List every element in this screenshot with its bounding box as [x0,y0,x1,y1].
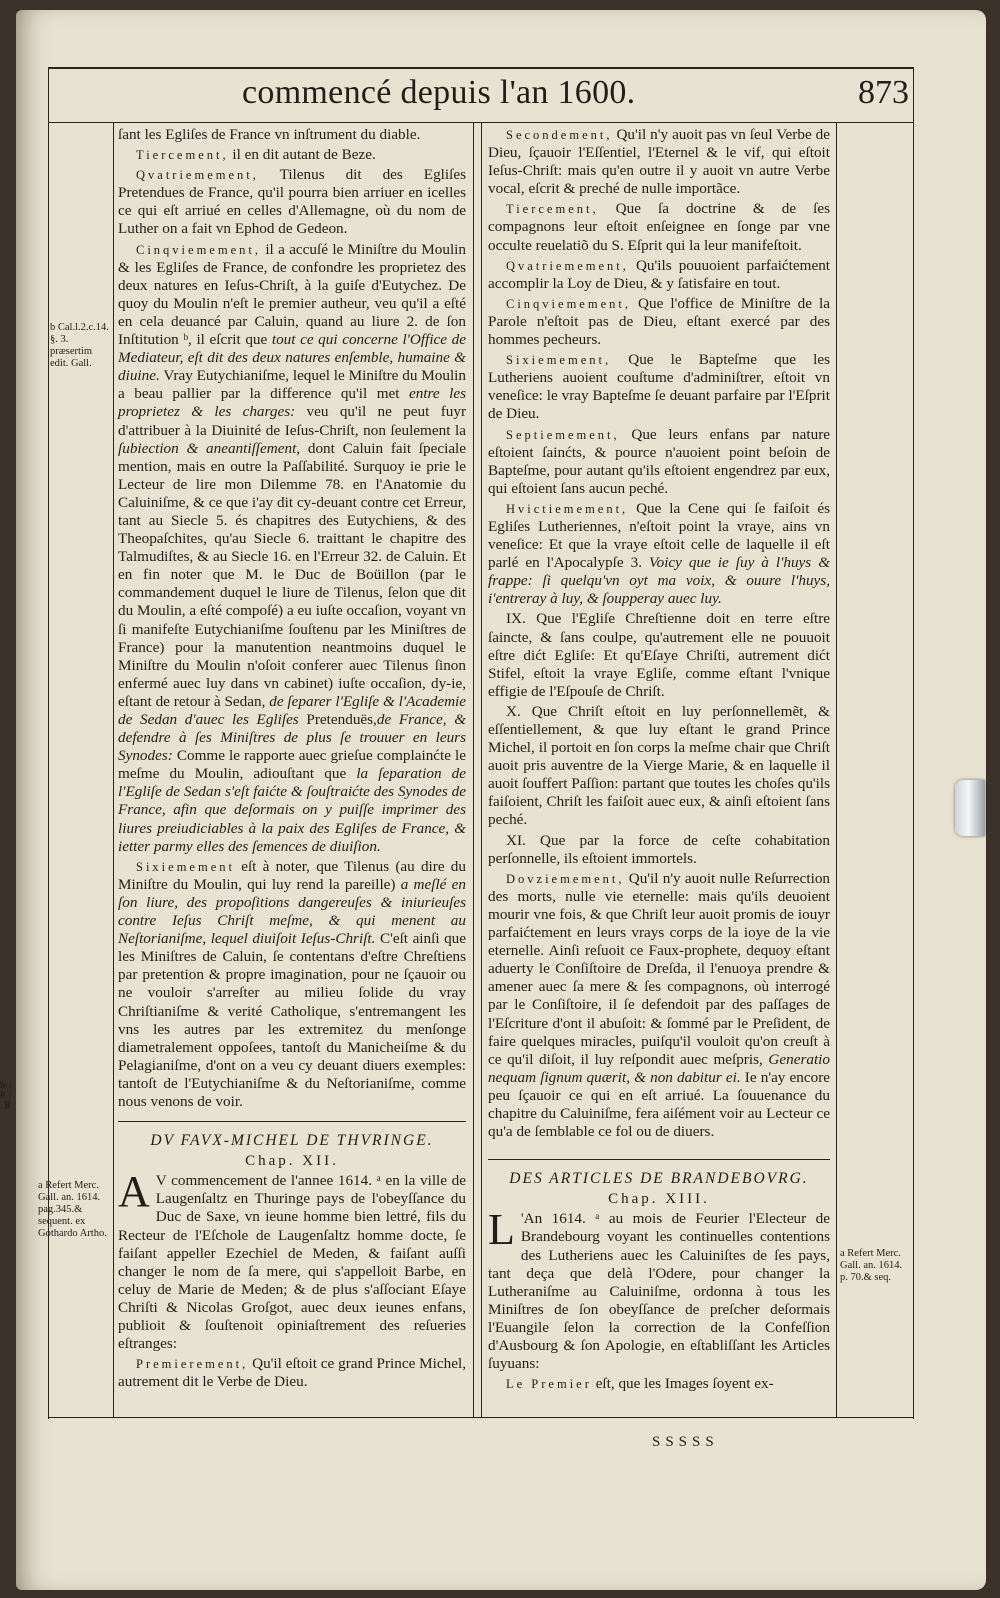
drop-cap: L [488,1205,515,1255]
paragraph: A V commencement de l'annee 1614. ᵃ en la ville de Laugenſaltz en Thuringe pays de l'obeyſſance du Duc de Saxe, vn ieune homme bien lettré, fils du Recteur de l'Eſchole de Laugenſaltz homme docte, ſe faiſant appeller Ezechiel de Meden, & faiſant auſſi changer le nom de ſa mere, qui s'appelloit Barbe, en celuy de Marie de Meden; & de plus s'aſſociant Eſaye Chriſti & Nicolas Groſgot, auec deux ieunes enfans, publioit & ſouſtenoit opiniaſtrement des reſueries eſtranges: [118,1167,466,1353]
section-rule [488,1159,830,1160]
margin-note-b: b Cal.l.2.c.14. §. 3. præsertim edit. Gall. [50,322,109,369]
column-rule-1 [473,123,474,1417]
section-rule [118,1121,466,1122]
paragraph: Sixiemement, Que le Bapteſme que les Lutheriens auoient couſtume d'adminiſtrer, eſtoit vn veneſice: le vray Bapteſme ſe deuant parfaire par l'Eſprit de Dieu. [488,351,831,423]
paragraph: Cinqviemement, il a accuſé le Miniſtre du Moulin & les Egliſes de France, de confondre les proprietez des deux natures en Ieſus-Chriſt, à la guiſe d'Eutychez. De quoy du Moulin n'eſt le premier autheur, veu qu'il a eſté en cela deuancé par Caluin, quand au liure 2. de ſon Inſtitution ᵇ, il eſcrit que tout ce qui concerne l'Office de Mediateur, eſt dit des deux natures enſemble, humaine & diuine. Vray Eutychianiſme, lequel le Miniſtre du Moulin a beau pallier par la difference qu'il met entre les proprietez & les charges: veu qu'il ne peut fuyr d'attribuer à la Diuinité de Ieſus-Chriſt, non ſeulement la ſubiection & aneantiſſement, dont Caluin fait ſpeciale mention, mais en outre la Paſſabilité. Surquoy ie prie le Lecteur de lire mon Dilemme 78. en l'Anatomie du Caluiniſme, & ce que i'ay dit cy-deuant contre cet Erreur, tant au Siecle 5. és chapitres des Eutychiens, & des Theopaſchites, qu'au Siecle 6. traittant le chapitre des Talmudiſtes, & au Siecle 16. en l'Erreur 32. de Caluin. Et en fin noter que M. le Duc de Boüillon (par le commandement duquel le liure de Tilenus, ſelon que dit du Moulin, a eſté compoſé) a eu iuſte occaſion, voyant vn ſi manifeſte Eutychianiſme ſouſtenu par les Miniſtres de France) pour la manutention neantmoins duquel le Miniſtre du Moulin n'oſoit conferer auec Tilenus ſinon enfermé auec luy dans vn cabinet) iuſte occaſion, dy-ie, eſtant de retour à Sedan, de ſeparer l'Egliſe & l'Academie de Sedan d'auec les Egliſes Pretenduës,de France, & defendre à ſes Miniſtres de plus ſe trouuer en leurs Synodes: Comme le rapporte auec grieſue complainćte le meſme du Moulin, adiouſtant que la ſeparation de l'Egliſe de Sedan s'eſt faićte & ſouſtraićte des Synodes de France, afin que deſormais on y puiſſe imprimer des liures preiudiciables à la paix des Egliſes de France, & ietter parmy elles des ſemences de diuiſion. [118,240,467,855]
adjacent-page-fragment: fe | P. | . B [0,1080,12,1110]
bottom-rule [48,1417,914,1418]
chapter-number: Chap. XII. [245,1153,339,1170]
right-column [488,126,830,1395]
paragraph: IX. Que l'Egliſe Chreſtienne doit en terre eſtre ſaincte, & ſans coulpe, qu'autrement elle ne pouuoit eſtre dićt Egliſe: Et qu'Eſaye Chriſti, autrement dićt Stifel, eſtoit la vraye Egliſe, comme eſtant l'vnique effigie de l'Eſpouſe de Chriſt. [488,610,830,700]
paragraph: Sixiemement eſt à noter, que Tilenus (au dire du Miniſtre du Moulin, qui luy rend la pareille) a meſlé en ſon liure, des propoſitions dangereuſes & iniurieuſes contre Ieſus Chriſt meſme, & qui menent au Neſtorianiſme, lequel diuiſoit Ieſus-Chriſt. C'eſt ainſi que les Miniſtres de Caluin, ſe contentans d'eſtre Chreſtiens par pretention & propre imagination, pour ne ſçauoir ou ne vouloir s'arreſter au milieu ſolide du vray Chriſtianiſme & verité Catholique, s'entremangent les vns les autres par les extremitez du menſonge diametralement oppoſees, tantoſt du Manicheiſme & du Pelagianiſme, d'ont on a veu cy deuant diuers exemples: tantoſt de l'Eutychianiſme & du Neſtorianiſme, comme nous venons de voir. [118,857,467,1110]
paragraph: Cinqviemement, Que l'office de Miniſtre de la Parole n'eſtoit pas de Dieu, eſtant exercé par des hommes pecheurs. [488,294,830,349]
metal-clip [955,780,985,836]
chapter-title: DV FAVX-MICHEL DE THVRINGE. [150,1132,434,1150]
margin-note-a-left: a Refert Merc. Gall. an. 1614. pag.345.& sequent. ex Gothardo Artho. [38,1180,107,1239]
top-rule [48,67,914,69]
paragraph: Premierement, Qu'il eſtoit ce grand Prince Michel, autrement dit le Verbe de Dieu. [118,1355,466,1391]
margin-rule-left [113,123,114,1417]
paragraph: ſant les Egliſes de France vn inſtrument du diable. [118,126,421,143]
paragraph: Secondement, Qu'il n'y auoit pas vn ſeul Verbe de Dieu, ſçauoir l'Eſſentiel, l'Eternel & le vif, qui eſtoit Ieſus-Chriſt: mais qu'en outre il y auoit vn autre Verbe vocal, eſcrit & preché de nulle importãce. [488,126,831,198]
frame-right-rule [913,67,914,1419]
left-column [118,126,466,1393]
paragraph: X. Que Chriſt eſtoit en luy perſonnellemẽt, & eſſentiellement, & que luy eſtant le grand Prince Michel, il portoit en ſon corps la meſme chair que Chriſt auoit pris auventre de la Vierge Marie, & en laquelle il auoit ſouffert Paſſion: partant que toutes les choſes qu'ils faiſoient, Chriſt les faiſoit auec eux, & ainſi eſtoient ſans peché. [488,702,830,829]
paragraph: Tiercement, il en dit autant de Beze. [136,146,376,164]
paragraph: XI. Que par la force de ceſte cohabitation perſonnelle, ils eſtoient immortels. [488,831,830,867]
paragraph: Tiercement, Que ſa doctrine & de ſes compagnons leur eſtoit enſeignee en ſonge par vne occulte reuelatiõ du S. Eſprit qui la leur manifeſtoit. [488,200,831,254]
drop-cap: A [118,1167,150,1217]
paragraph: Qvatriemement, Qu'ils pouuoient parfaićtement accomplir la Loy de Dieu, & y ſatisfaire en tout. [488,256,831,292]
paragraph: Septiemement, Que leurs enfans par nature eſtoient ſainćts, & pource n'auoient point beſoin de Bapteſme, pour autant qu'ils eſtoient engendrez par eux, qui eſtoient ſans aucun peché. [488,425,830,497]
margin-rule-right [836,123,837,1417]
paragraph: Le Premier eſt, que les Images ſoyent ex- [506,1375,774,1393]
chapter-number: Chap. XIII. [608,1191,710,1208]
margin-note-a-right: a Refert Merc. Gall. an. 1614. p. 70.& seq. [840,1248,903,1283]
column-rule-2 [481,123,482,1417]
paragraph: L 'An 1614. ᵃ au mois de Feurier l'Electeur de Brandebourg voyant les continuelles contentions des Lutheriens auec les Caluiniſtes de ſes pays, tant deça que delà l'Odere, pour changer la Lutheraniſme au Caluiniſme, ordonna à tous les Miniſtres de ſon obeyſſance de preſcher deſormais l'Euangile ſelon la correction de la Confeſſion d'Ausbourg & ſon Apologie, en eſtabliſſant les Articles ſuyuans: [488,1205,830,1373]
chapter-title: DES ARTICLES DE BRANDEBOVRG. [509,1170,809,1188]
paragraph: Dovziemement, Qu'il n'y auoit nulle Reſurrection des morts, nulle vie eternelle: mais qu'ils deuoient mourir vne fois, & que Chriſt leur auoit promis de iouyr parfaićtement en leurs vrays corps de la ioye de la vie eternelle. Ainſi reſuoit ce Faux-prophete, dequoy eſtant aduerty le Conſiſtoire de Dreſda, il l'enuoya prendre & amener auec ſa mere & ſes compagnons, où interrogé par le Conſiſtoire, il ſe defendoit par des paſſages de l'Eſcriture d'ont il abuſoit: & ſommé par le Preſident, de faire quelques miracles, puiſqu'il vouloit qu'on creuſt à ce qu'il diſoit, il luy reſpondit auec meſpris, Generatio nequam ſignum quærit, & non dabitur ei. Ie n'ay encore peu ſçauoir ce qui en eſt arriué. La ſouuenance du chapitre du Caluiniſme, fera aiſément voir au Lecteur ce qu'a de ſemblable ce fol ou de diuers. [488,869,831,1141]
signature-mark: SSSSS [652,1434,719,1450]
paragraph: Qvatriemement, Tilenus dit des Egliſes Pretendues de France, qu'il pourra bien arriuer en icelles ce qui eſt arriué en celles d'Allemagne, où du nom de Luther on a fait vn Ephod de Gedeon. [118,166,466,238]
running-head: commencé depuis l'an 1600. [242,74,636,111]
page-number: 873 [858,74,909,111]
paragraph: Hvictiemement, Que la Cene qui ſe faiſoit és Egliſes Lutheriennes, n'eſtoit point la vraye, ains vn veneſice: Et que la vraye eſtoit celle de laquelle il eſt parlé en l'Apocalypſe 3. Voicy que ie ſuy à l'huys & frappe: ſi quelqu'vn oyt ma voix, & ouure l'huys, i'entreray à luy, & ſoupperay auec luy. [488,499,831,608]
